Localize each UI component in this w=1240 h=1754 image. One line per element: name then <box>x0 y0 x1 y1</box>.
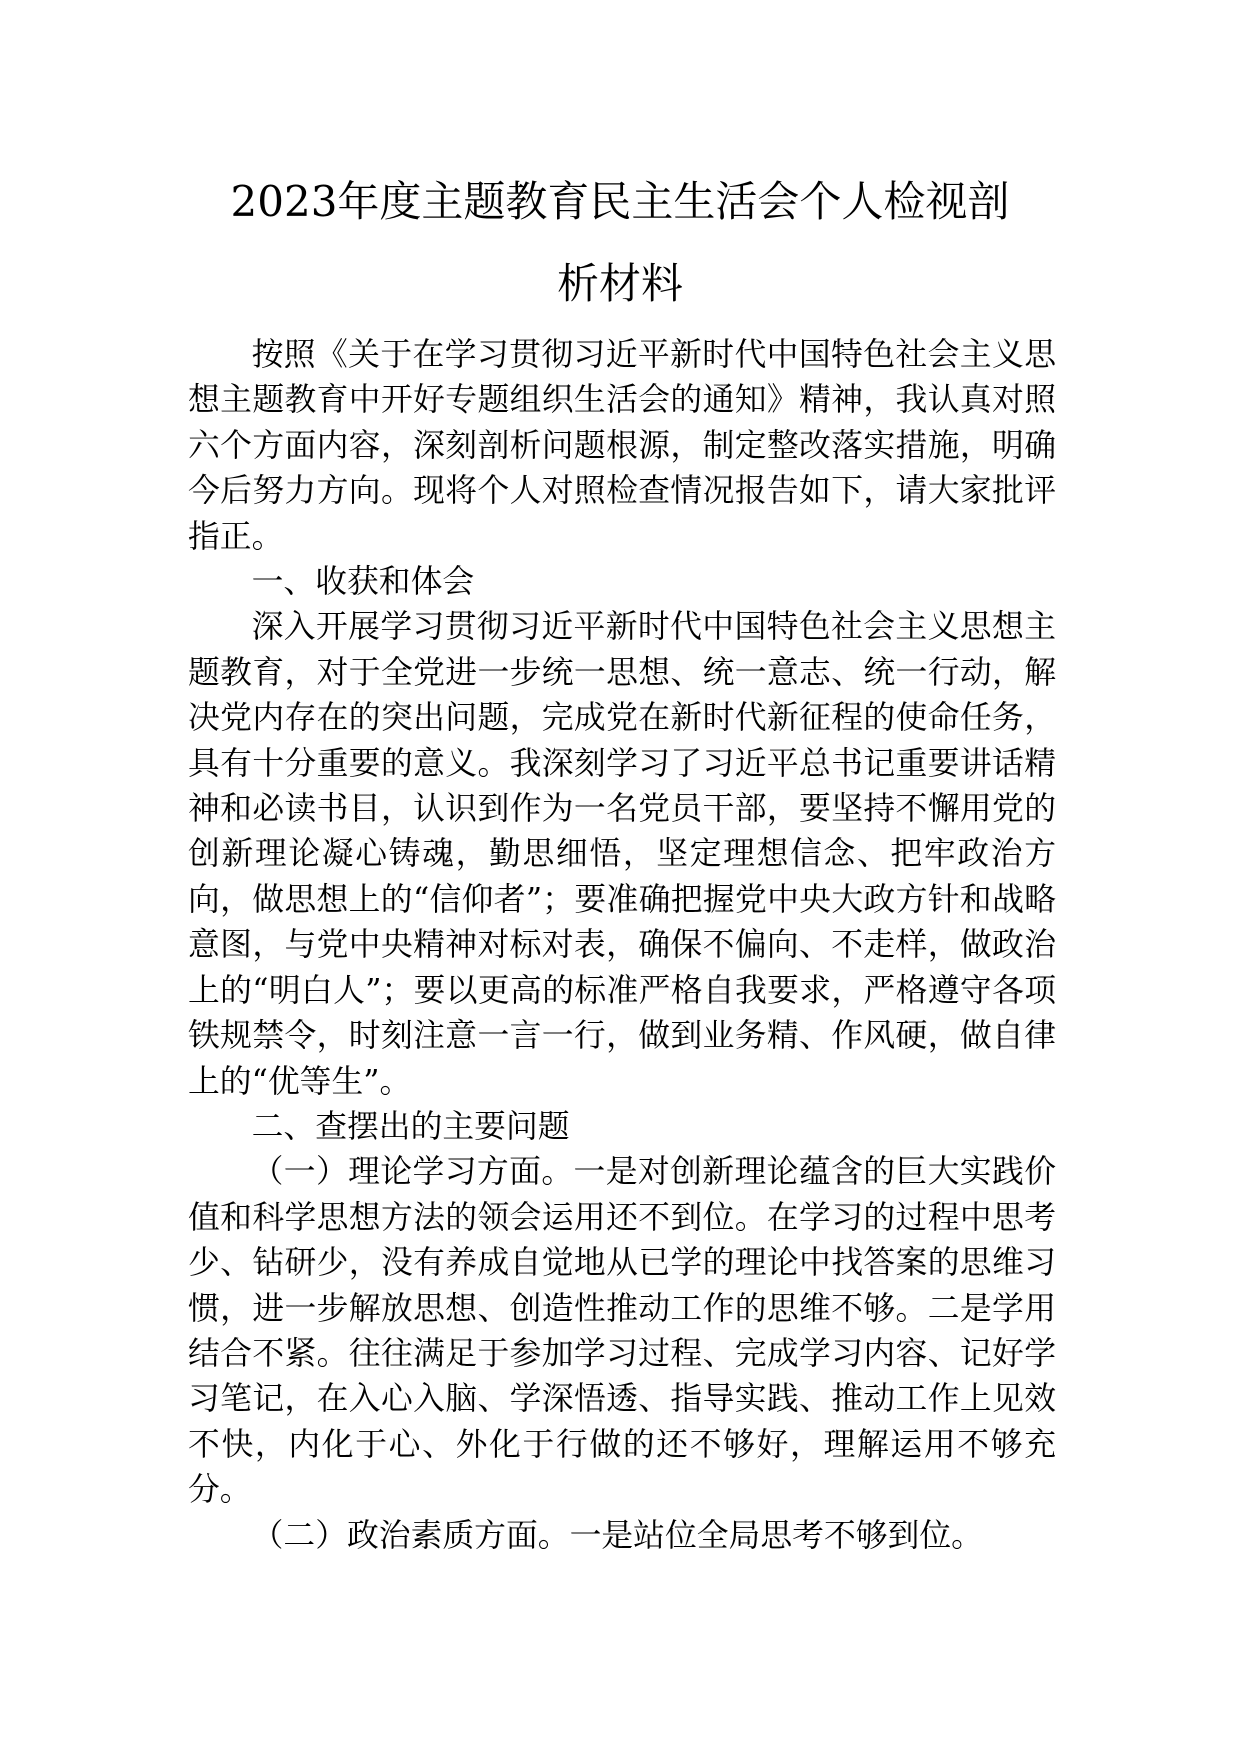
section-heading-gains: 一、收获和体会 <box>251 563 475 601</box>
document-title-line-1: 2023年度主题教育民主生活会个人检视剖 <box>230 177 1010 226</box>
document-title-line-2: 析材料 <box>556 259 683 308</box>
problem-theory-paragraph: （一）理论学习方面。一是对创新理论蕴含的巨大实践价值和科学思想方法的领会运用还不到位。在学习的过程中思考少、钻研少，没有养成自觉地从已学的理论中找答案的思维习惯，进一步解放思想、创造性推动工作的思维不够。二是学用结合不紧。往往满足于参加学习过程、完成学习内容、记好学习笔记，在入心入脑、学深悟透、指导实践、推动工作上见效不快，内化于心、外化于行做的还不够好，理解运用不够充分。 <box>188 1153 1056 1509</box>
document-body <box>188 332 1056 1558</box>
intro-paragraph: 按照《关于在学习贯彻习近平新时代中国特色社会主义思想主题教育中开好专题组织生活会的通知》精神，我认真对照六个方面内容，深刻剖析问题根源，制定整改落实措施，明确今后努力方向。现将个人对照检查情况报告如下，请大家批评指正。 <box>188 336 1056 555</box>
gains-paragraph: 深入开展学习贯彻习近平新时代中国特色社会主义思想主题教育，对于全党进一步统一思想、统一意志、统一行动，解决党内存在的突出问题，完成党在新时代新征程的使命任务，具有十分重要的意义。我深刻学习了习近平总书记重要讲话精神和必读书目，认识到作为一名党员干部，要坚持不懈用党的创新理论凝心铸魂，勤思细悟，坚定理想信念、把牢政治方向，做思想上的“信仰者”；要准确把握党中央大政方针和战略意图，与党中央精神对标对表，确保不偏向、不走样，做政治上的“明白人”；要以更高的标准严格自我要求，严格遵守各项铁规禁令，时刻注意一言一行，做到业务精、作风硬，做自律上的“优等生”。 <box>188 608 1056 1100</box>
problem-politics-paragraph: （二）政治素质方面。一是站位全局思考不够到位。 <box>251 1516 983 1554</box>
section-heading-problems: 二、查摆出的主要问题 <box>251 1107 570 1145</box>
